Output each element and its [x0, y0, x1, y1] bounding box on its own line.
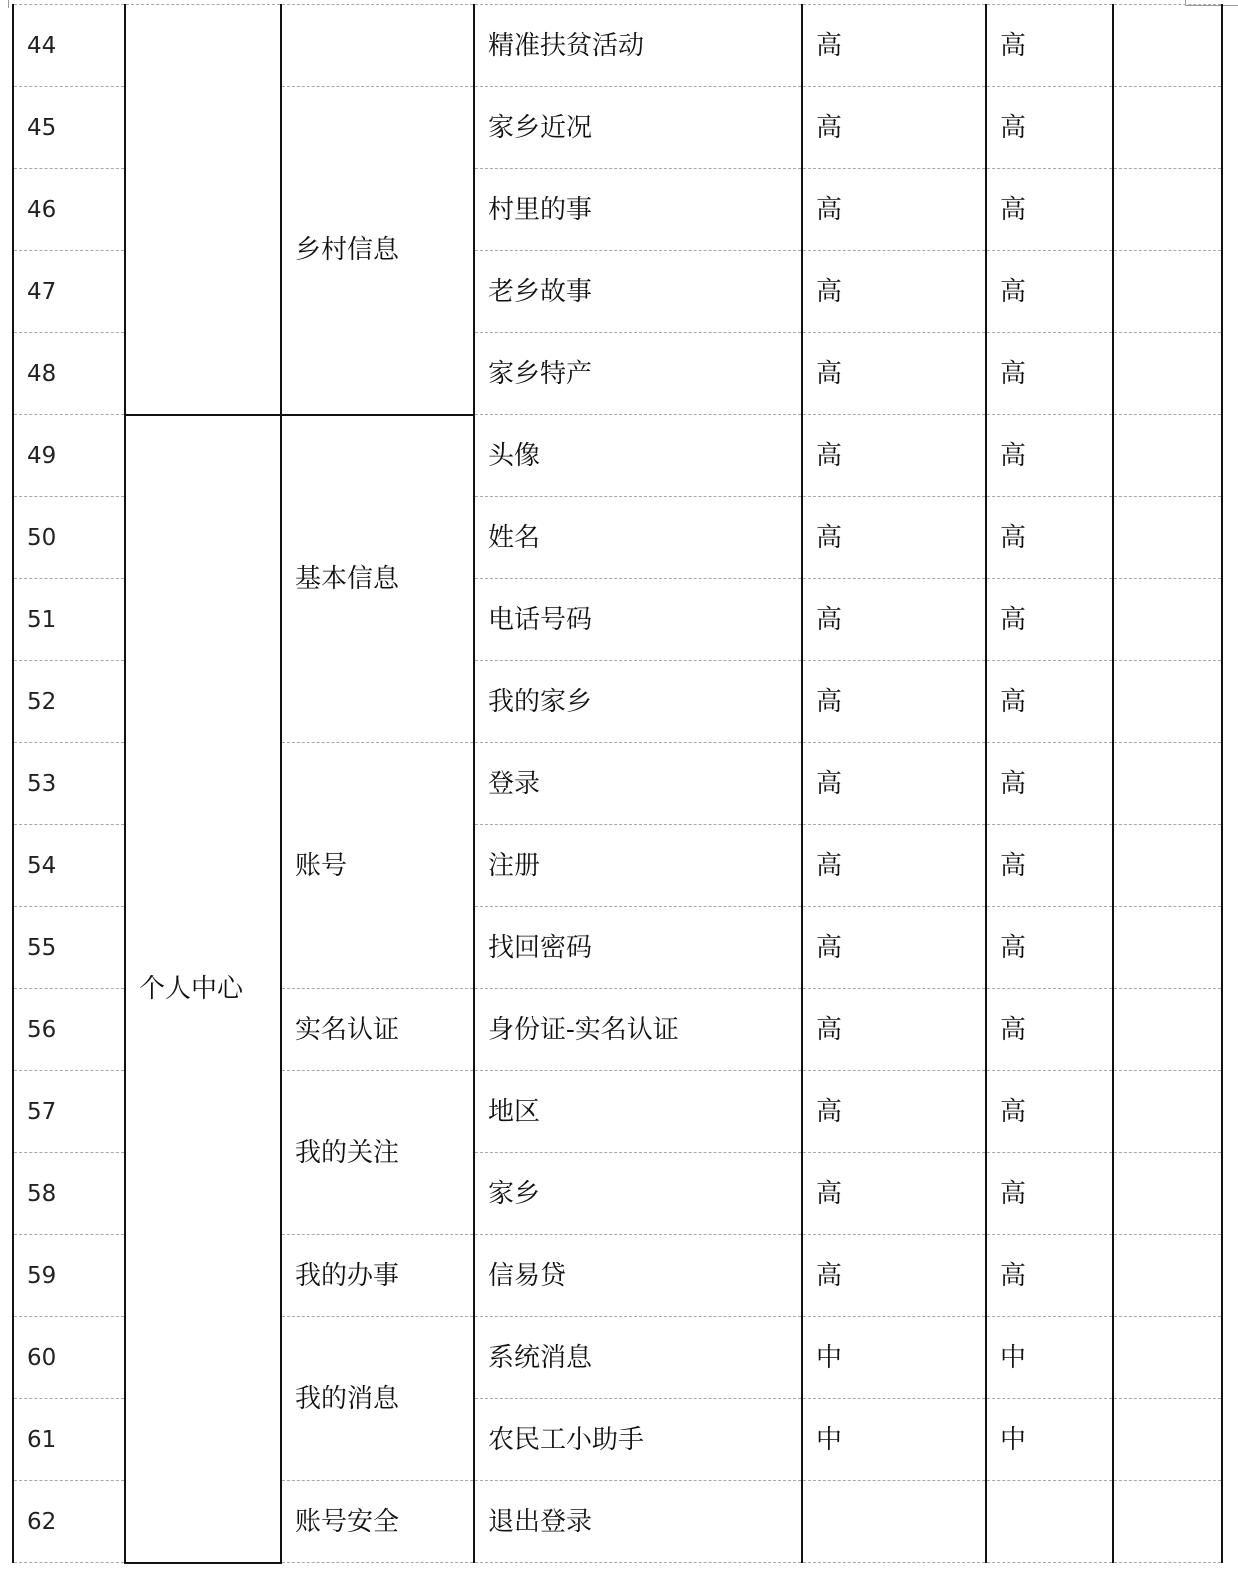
note-cell — [1113, 1235, 1222, 1317]
category-cell: 基本信息 — [281, 415, 474, 743]
category-cell — [281, 5, 474, 87]
priority-a-cell: 高 — [802, 661, 986, 743]
category-cell: 我的关注 — [281, 1071, 474, 1235]
row-number: 46 — [13, 169, 125, 251]
feature-cell: 村里的事 — [474, 169, 802, 251]
note-cell — [1113, 1153, 1222, 1235]
row-number: 57 — [13, 1071, 125, 1153]
row-number: 52 — [13, 661, 125, 743]
feature-cell: 系统消息 — [474, 1317, 802, 1399]
feature-cell: 我的家乡 — [474, 661, 802, 743]
row-number: 47 — [13, 251, 125, 333]
requirements-table — [12, 4, 1223, 1564]
priority-a-cell: 高 — [802, 1071, 986, 1153]
priority-a-cell: 高 — [802, 907, 986, 989]
feature-cell: 农民工小助手 — [474, 1399, 802, 1481]
priority-b-cell — [986, 1481, 1113, 1563]
table-row — [13, 5, 1222, 87]
priority-b-cell: 高 — [986, 497, 1113, 579]
row-number: 53 — [13, 743, 125, 825]
feature-cell: 电话号码 — [474, 579, 802, 661]
priority-b-cell: 中 — [986, 1317, 1113, 1399]
row-number: 51 — [13, 579, 125, 661]
feature-cell: 注册 — [474, 825, 802, 907]
priority-a-cell: 高 — [802, 743, 986, 825]
feature-cell: 精准扶贫活动 — [474, 5, 802, 87]
note-cell — [1113, 1481, 1222, 1563]
row-number: 55 — [13, 907, 125, 989]
priority-a-cell: 高 — [802, 169, 986, 251]
priority-b-cell: 高 — [986, 251, 1113, 333]
row-number: 44 — [13, 5, 125, 87]
row-number: 62 — [13, 1481, 125, 1563]
priority-b-cell: 高 — [986, 743, 1113, 825]
feature-cell: 地区 — [474, 1071, 802, 1153]
note-cell — [1113, 661, 1222, 743]
priority-a-cell: 高 — [802, 415, 986, 497]
feature-cell: 信易贷 — [474, 1235, 802, 1317]
priority-b-cell: 高 — [986, 87, 1113, 169]
priority-a-cell: 高 — [802, 5, 986, 87]
feature-cell: 头像 — [474, 415, 802, 497]
priority-b-cell: 高 — [986, 1153, 1113, 1235]
row-number: 58 — [13, 1153, 125, 1235]
priority-b-cell: 高 — [986, 989, 1113, 1071]
row-number: 60 — [13, 1317, 125, 1399]
note-cell — [1113, 333, 1222, 415]
priority-b-cell: 高 — [986, 333, 1113, 415]
priority-a-cell: 高 — [802, 1153, 986, 1235]
priority-a-cell — [802, 1481, 986, 1563]
feature-cell: 老乡故事 — [474, 251, 802, 333]
category-cell: 我的消息 — [281, 1317, 474, 1481]
feature-cell: 家乡 — [474, 1153, 802, 1235]
priority-a-cell: 高 — [802, 579, 986, 661]
feature-cell: 姓名 — [474, 497, 802, 579]
feature-cell: 身份证-实名认证 — [474, 989, 802, 1071]
row-number: 61 — [13, 1399, 125, 1481]
priority-b-cell: 高 — [986, 907, 1113, 989]
row-number: 45 — [13, 87, 125, 169]
priority-a-cell: 高 — [802, 333, 986, 415]
feature-cell: 家乡近况 — [474, 87, 802, 169]
note-cell — [1113, 5, 1222, 87]
row-number: 48 — [13, 333, 125, 415]
note-cell — [1113, 415, 1222, 497]
priority-a-cell: 高 — [802, 251, 986, 333]
priority-a-cell: 高 — [802, 1235, 986, 1317]
note-cell — [1113, 579, 1222, 661]
note-cell — [1113, 989, 1222, 1071]
category-cell: 乡村信息 — [281, 87, 474, 415]
priority-b-cell: 高 — [986, 825, 1113, 907]
note-cell — [1113, 1399, 1222, 1481]
priority-b-cell: 高 — [986, 1235, 1113, 1317]
category-cell: 账号 — [281, 743, 474, 989]
module-cell — [125, 5, 281, 415]
priority-b-cell: 高 — [986, 415, 1113, 497]
priority-b-cell: 高 — [986, 1071, 1113, 1153]
note-cell — [1113, 1317, 1222, 1399]
module-cell: 个人中心 — [125, 415, 281, 1563]
priority-b-cell: 高 — [986, 579, 1113, 661]
note-cell — [1113, 1071, 1222, 1153]
priority-b-cell: 高 — [986, 5, 1113, 87]
priority-a-cell: 中 — [802, 1317, 986, 1399]
priority-a-cell: 高 — [802, 497, 986, 579]
row-number: 56 — [13, 989, 125, 1071]
priority-a-cell: 高 — [802, 87, 986, 169]
priority-a-cell: 高 — [802, 825, 986, 907]
left-crop-mark — [8, 0, 9, 8]
row-number: 59 — [13, 1235, 125, 1317]
category-cell: 我的办事 — [281, 1235, 474, 1317]
feature-cell: 登录 — [474, 743, 802, 825]
note-cell — [1113, 87, 1222, 169]
category-cell: 账号安全 — [281, 1481, 474, 1563]
priority-b-cell: 中 — [986, 1399, 1113, 1481]
feature-cell: 找回密码 — [474, 907, 802, 989]
note-cell — [1113, 497, 1222, 579]
feature-cell: 家乡特产 — [474, 333, 802, 415]
note-cell — [1113, 907, 1222, 989]
priority-b-cell: 高 — [986, 661, 1113, 743]
priority-b-cell: 高 — [986, 169, 1113, 251]
note-cell — [1113, 825, 1222, 907]
row-number: 49 — [13, 415, 125, 497]
row-number: 54 — [13, 825, 125, 907]
note-cell — [1113, 169, 1222, 251]
category-cell: 实名认证 — [281, 989, 474, 1071]
note-cell — [1113, 251, 1222, 333]
note-cell — [1113, 743, 1222, 825]
feature-cell: 退出登录 — [474, 1481, 802, 1563]
row-number: 50 — [13, 497, 125, 579]
table-row — [13, 415, 1222, 497]
priority-a-cell: 高 — [802, 989, 986, 1071]
priority-a-cell: 中 — [802, 1399, 986, 1481]
